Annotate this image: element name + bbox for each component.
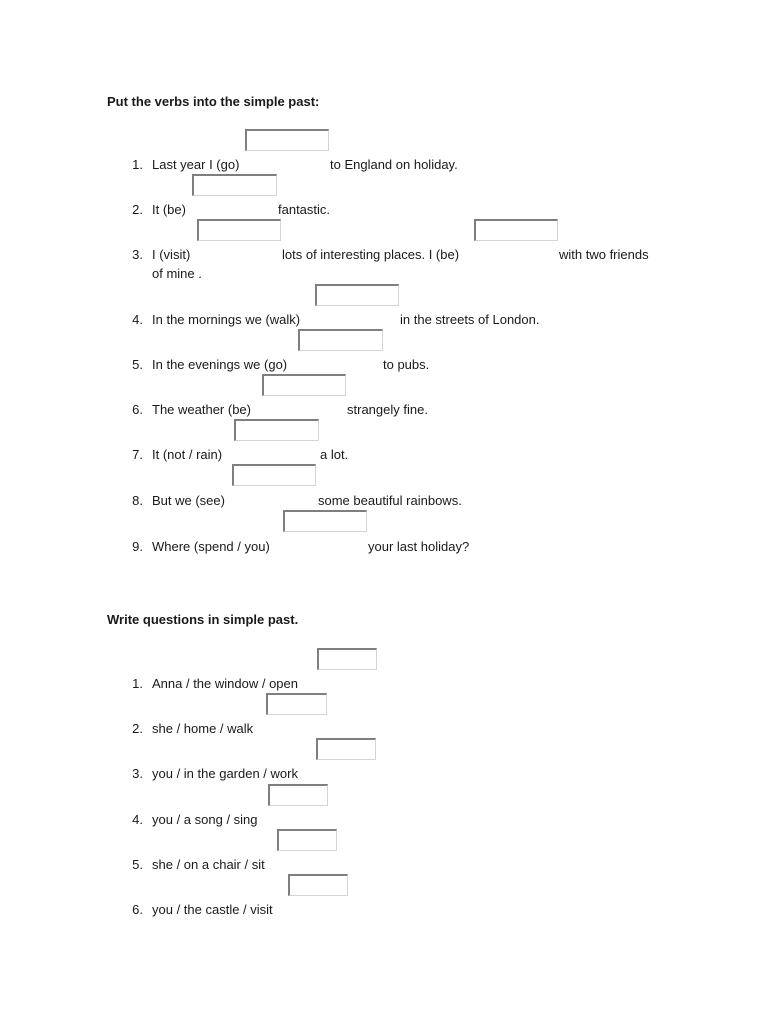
item-number: 3. bbox=[132, 766, 143, 781]
item-text-continuation: of mine . bbox=[152, 266, 202, 281]
answer-input-1-6[interactable] bbox=[262, 374, 346, 396]
section-heading: Write questions in simple past. bbox=[107, 612, 299, 627]
item-text-before: But we (see) bbox=[152, 493, 225, 508]
item-number: 5. bbox=[132, 857, 143, 872]
item-text-after: in the streets of London. bbox=[400, 312, 540, 327]
answer-input-1-3a[interactable] bbox=[197, 219, 281, 241]
item-number: 1. bbox=[132, 157, 143, 172]
section-heading: Put the verbs into the simple past: bbox=[107, 94, 320, 109]
answer-input-1-5[interactable] bbox=[298, 329, 383, 351]
answer-input-1-8[interactable] bbox=[232, 464, 316, 486]
answer-input-2-4[interactable] bbox=[268, 784, 328, 806]
item-number: 3. bbox=[132, 247, 143, 262]
item-number: 8. bbox=[132, 493, 143, 508]
item-text-before: In the mornings we (walk) bbox=[152, 312, 301, 327]
item-text-after: your last holiday? bbox=[368, 539, 470, 554]
item-text-before: I (visit) bbox=[152, 247, 191, 262]
answer-input-1-7[interactable] bbox=[234, 419, 319, 441]
answer-input-1-4[interactable] bbox=[315, 284, 399, 306]
item-text-before: Where (spend / you) bbox=[152, 539, 270, 554]
answer-input-2-3[interactable] bbox=[316, 738, 376, 760]
item-text-after: fantastic. bbox=[278, 202, 331, 217]
answer-input-2-1[interactable] bbox=[317, 648, 377, 670]
item-number: 9. bbox=[132, 539, 143, 554]
item-text-after: to England on holiday. bbox=[330, 157, 458, 172]
answer-input-1-3b[interactable] bbox=[474, 219, 558, 241]
question-prompt: you / the castle / visit bbox=[152, 902, 273, 917]
item-text-before: It (not / rain) bbox=[152, 447, 223, 462]
item-text-before: It (be) bbox=[152, 202, 186, 217]
item-number: 6. bbox=[132, 402, 143, 417]
answer-input-2-6[interactable] bbox=[288, 874, 348, 896]
question-prompt: she / home / walk bbox=[152, 721, 254, 736]
item-text-after: with two friends bbox=[559, 247, 649, 262]
item-text-before: Last year I (go) bbox=[152, 157, 240, 172]
answer-input-1-1[interactable] bbox=[245, 129, 329, 151]
question-prompt: Anna / the window / open bbox=[152, 676, 298, 691]
item-number: 1. bbox=[132, 676, 143, 691]
item-number: 6. bbox=[132, 902, 143, 917]
item-text-after: to pubs. bbox=[383, 357, 430, 372]
item-number: 4. bbox=[132, 312, 143, 327]
answer-input-2-2[interactable] bbox=[266, 693, 327, 715]
answer-input-2-5[interactable] bbox=[277, 829, 337, 851]
item-number: 2. bbox=[132, 202, 143, 217]
item-text-after: some beautiful rainbows. bbox=[318, 493, 462, 508]
question-prompt: you / in the garden / work bbox=[152, 766, 298, 781]
item-number: 5. bbox=[132, 357, 143, 372]
answer-input-1-9[interactable] bbox=[283, 510, 367, 532]
item-number: 2. bbox=[132, 721, 143, 736]
item-text-middle: lots of interesting places. I (be) bbox=[282, 247, 460, 262]
answer-input-1-2[interactable] bbox=[192, 174, 277, 196]
item-text-before: The weather (be) bbox=[152, 402, 251, 417]
question-prompt: she / on a chair / sit bbox=[152, 857, 265, 872]
question-prompt: you / a song / sing bbox=[152, 812, 258, 827]
item-number: 4. bbox=[132, 812, 143, 827]
item-number: 7. bbox=[132, 447, 143, 462]
item-text-after: strangely fine. bbox=[347, 402, 428, 417]
item-text-after: a lot. bbox=[320, 447, 349, 462]
item-text-before: In the evenings we (go) bbox=[152, 357, 288, 372]
